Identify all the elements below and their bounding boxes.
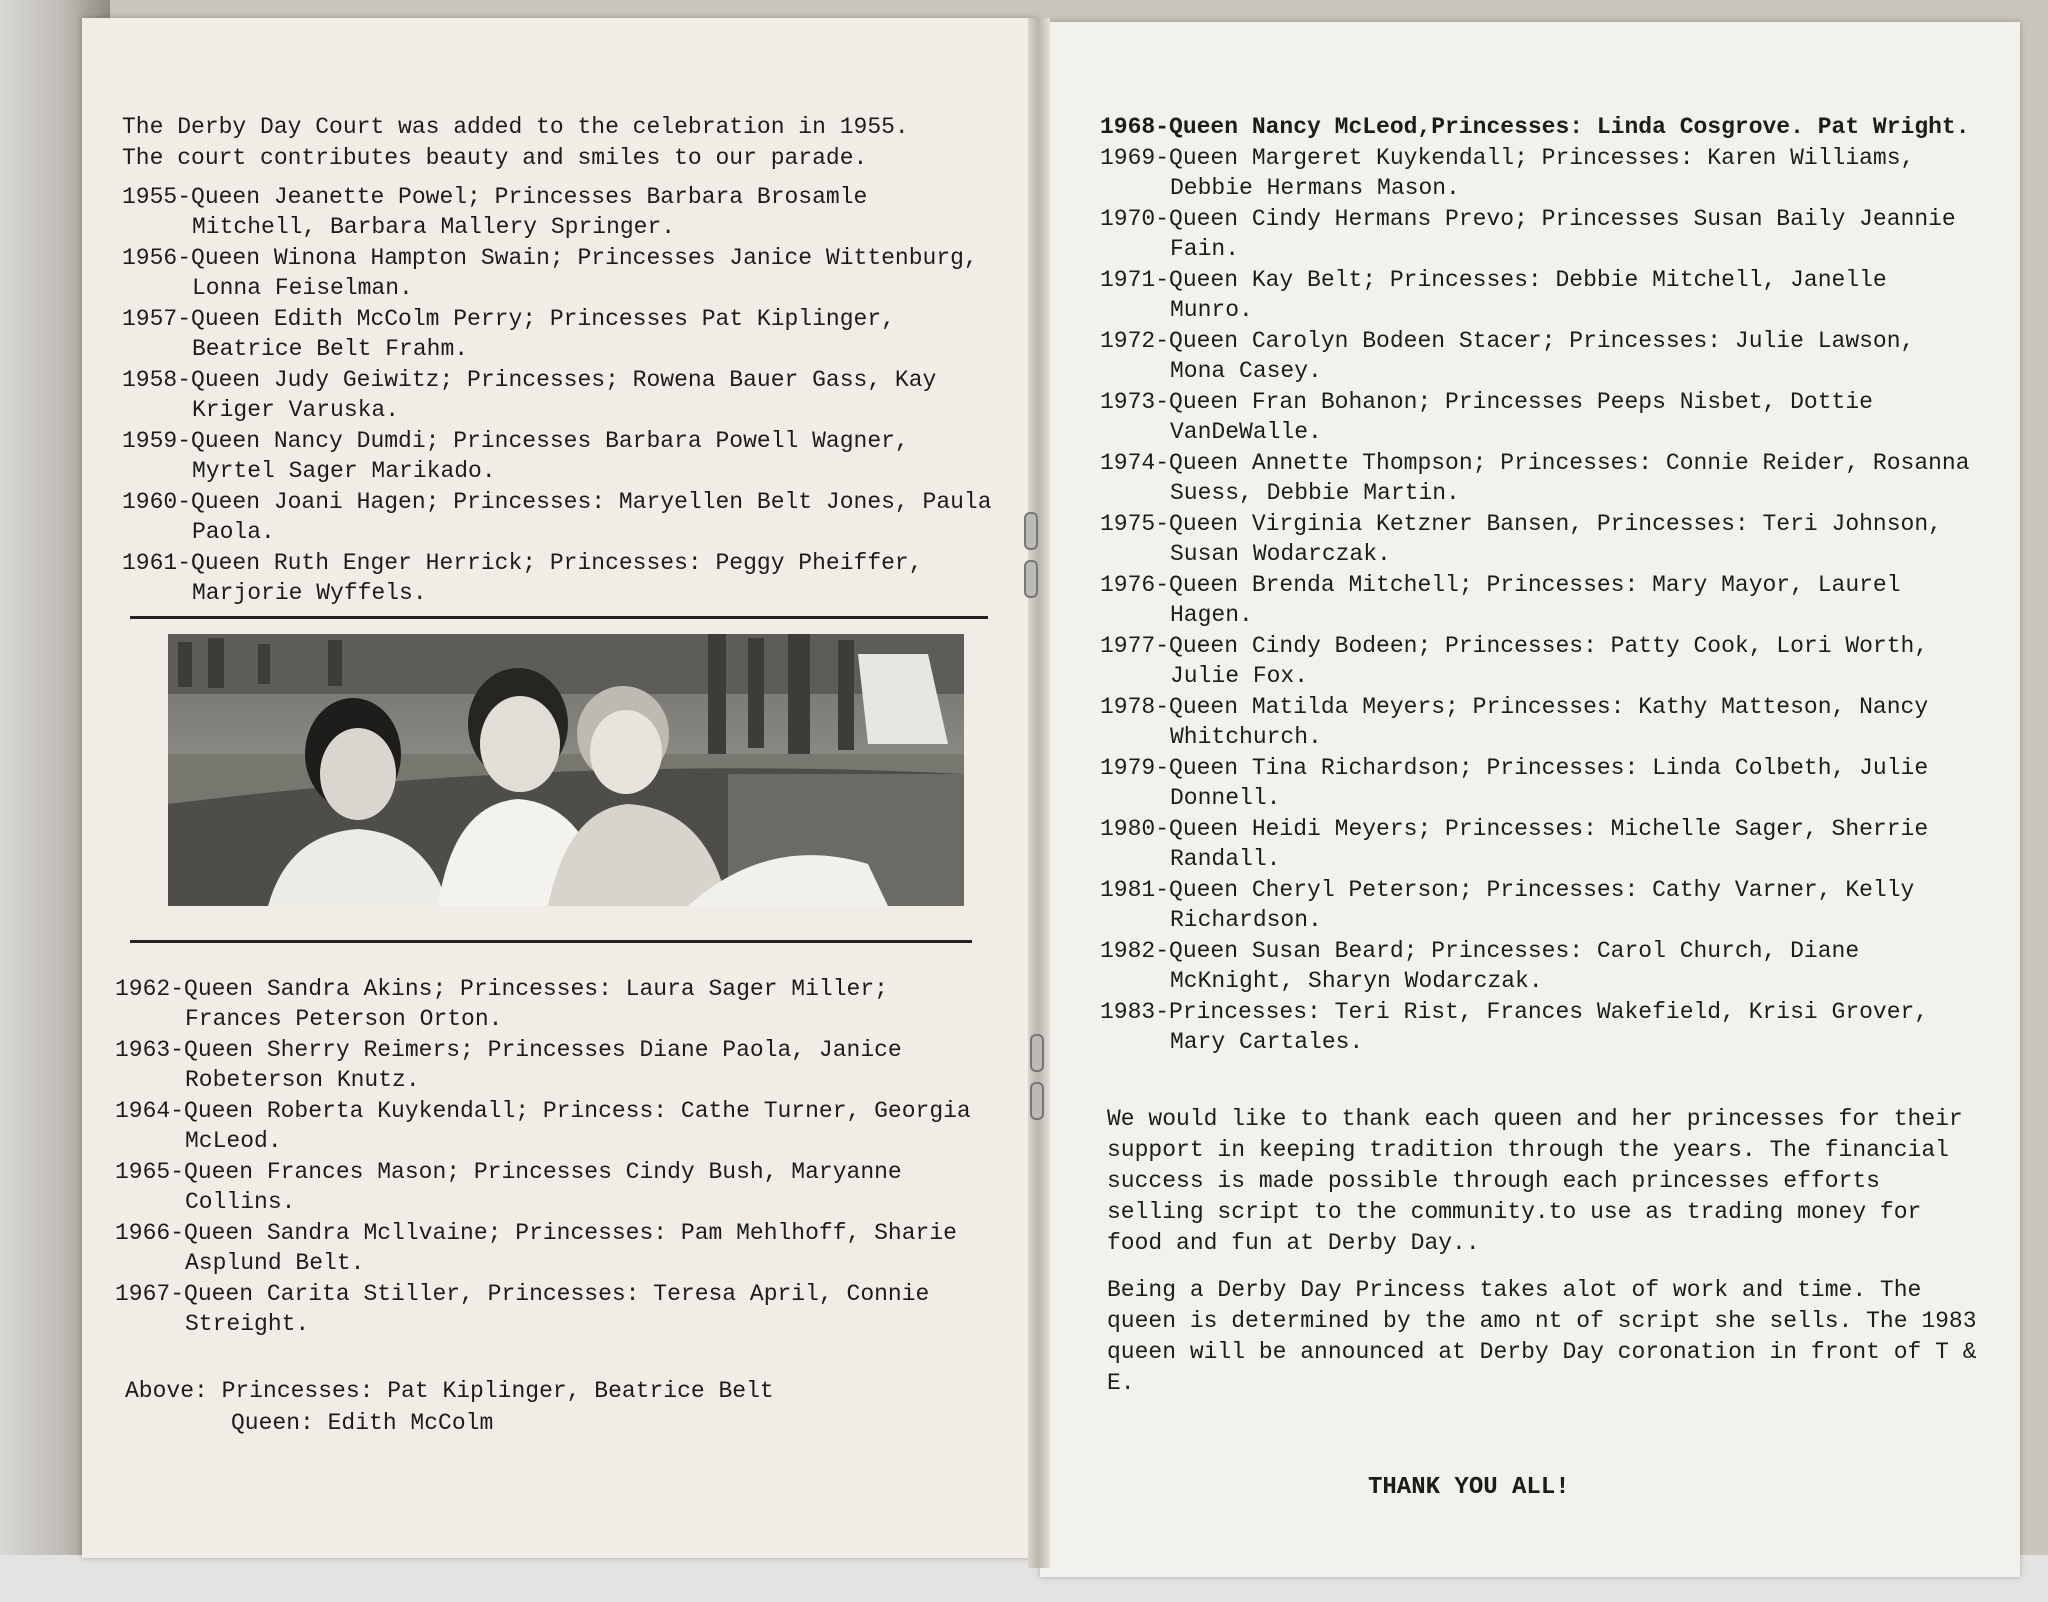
list-item: 1978-Queen Matilda Meyers; Princesses: Kathy Matteson, Nancy Whitchurch. [1100, 694, 1929, 750]
court-list-1962-1967 [115, 974, 995, 1340]
list-item: 1969-Queen Margeret Kuykendall; Princesses: Karen Williams, Debbie Hermans Mason. [1100, 145, 1915, 201]
left-page-text [122, 112, 1002, 609]
list-item: 1971-Queen Kay Belt; Princesses: Debbie Mitchell, Janelle Munro. [1100, 267, 1887, 323]
list-item: 1956-Queen Winona Hampton Swain; Princesses Janice Wittenburg, Lonna Feiselman. [122, 245, 978, 301]
list-item: 1967-Queen Carita Stiller, Princesses: Teresa April, Connie Streight. [115, 1281, 930, 1337]
intro-paragraph: The Derby Day Court was added to the celebration in 1955. The court contributes beauty and smiles to our parade. [122, 114, 909, 171]
list-item: 1981-Queen Cheryl Peterson; Princesses: Cathy Varner, Kelly Richardson. [1100, 877, 1915, 933]
list-item: 1960-Queen Joani Hagen; Princesses: Maryellen Belt Jones, Paula Paola. [122, 489, 992, 545]
closing-text [1107, 1104, 1987, 1415]
list-item: 1982-Queen Susan Beard; Princesses: Carol Church, Diane McKnight, Sharyn Wodarczak. [1100, 938, 1860, 994]
list-item: 1972-Queen Carolyn Bodeen Stacer; Princesses: Julie Lawson, Mona Casey. [1100, 328, 1915, 384]
list-item: 1973-Queen Fran Bohanon; Princesses Peeps Nisbet, Dottie VanDeWalle. [1100, 389, 1873, 445]
court-list-1955-1961 [122, 182, 1002, 608]
list-item: 1979-Queen Tina Richardson; Princesses: Linda Colbeth, Julie Donnell. [1100, 755, 1929, 811]
list-item: 1976-Queen Brenda Mitchell; Princesses: Mary Mayor, Laurel Hagen. [1100, 572, 1901, 628]
staple [1024, 512, 1038, 550]
list-item: 1963-Queen Sherry Reimers; Princesses Diane Paola, Janice Robeterson Knutz. [115, 1037, 902, 1093]
list-item: 1970-Queen Cindy Hermans Prevo; Princesses Susan Baily Jeannie Fain. [1100, 206, 1956, 262]
list-item: 1958-Queen Judy Geiwitz; Princesses; Rowena Bauer Gass, Kay Kriger Varuska. [122, 367, 937, 423]
divider-rule [130, 940, 972, 943]
staple [1030, 1082, 1044, 1120]
list-item: 1965-Queen Frances Mason; Princesses Cindy Bush, Maryanne Collins. [115, 1159, 902, 1215]
caption-line: Above: Princesses: Pat Kiplinger, Beatrice Belt [125, 1378, 774, 1404]
divider-rule [130, 616, 988, 619]
thank-you-heading: THANK YOU ALL! [1368, 1474, 1570, 1501]
caption-line: Queen: Edith McColm [231, 1410, 494, 1436]
list-item: 1955-Queen Jeanette Powel; Princesses Barbara Brosamle Mitchell, Barbara Mallery Springer. [122, 184, 868, 240]
staple [1024, 560, 1038, 598]
court-list-1968-1983 [1100, 112, 1980, 1058]
list-item: 1980-Queen Heidi Meyers; Princesses: Michelle Sager, Sherrie Randall. [1100, 816, 1929, 872]
list-item: 1961-Queen Ruth Enger Herrick; Princesses: Peggy Pheiffer, Marjorie Wyffels. [122, 550, 923, 606]
photo-caption [125, 1375, 774, 1439]
list-item: 1975-Queen Virginia Ketzner Bansen, Princesses: Teri Johnson, Susan Wodarczak. [1100, 511, 1942, 567]
thanks-paragraph: We would like to thank each queen and her princesses for their support in keeping tradition through the years. The financial success is made possible through each princesses efforts selling script to the community.to use as trading money for food and fun at Derby Day.. [1107, 1106, 1963, 1256]
court-photo-image [168, 634, 964, 906]
staple [1030, 1034, 1044, 1072]
list-item: 1966-Queen Sandra Mcllvaine; Princesses: Pam Mehlhoff, Sharie Asplund Belt. [115, 1220, 957, 1276]
list-item: 1977-Queen Cindy Bodeen; Princesses: Patty Cook, Lori Worth, Julie Fox. [1100, 633, 1929, 689]
list-item: 1962-Queen Sandra Akins; Princesses: Laura Sager Miller; Frances Peterson Orton. [115, 976, 888, 1032]
princess-paragraph: Being a Derby Day Princess takes alot of work and time. The queen is determined by the amo nt of script she sells. The 1983 queen will be announced at Derby Day coronation in front of T & E. [1107, 1277, 1977, 1396]
court-photo [168, 634, 964, 906]
list-item: 1968-Queen Nancy McLeod,Princesses: Linda Cosgrove. Pat Wright. [1100, 114, 1970, 140]
list-item: 1957-Queen Edith McColm Perry; Princesses Pat Kiplinger, Beatrice Belt Frahm. [122, 306, 895, 362]
list-item: 1983-Princesses: Teri Rist, Frances Wakefield, Krisi Grover, Mary Cartales. [1100, 999, 1929, 1055]
list-item: 1964-Queen Roberta Kuykendall; Princess: Cathe Turner, Georgia McLeod. [115, 1098, 971, 1154]
list-item: 1974-Queen Annette Thompson; Princesses: Connie Reider, Rosanna Suess, Debbie Martin. [1100, 450, 1970, 506]
list-item: 1959-Queen Nancy Dumdi; Princesses Barbara Powell Wagner, Myrtel Sager Marikado. [122, 428, 909, 484]
booklet-spine [1028, 18, 1050, 1568]
